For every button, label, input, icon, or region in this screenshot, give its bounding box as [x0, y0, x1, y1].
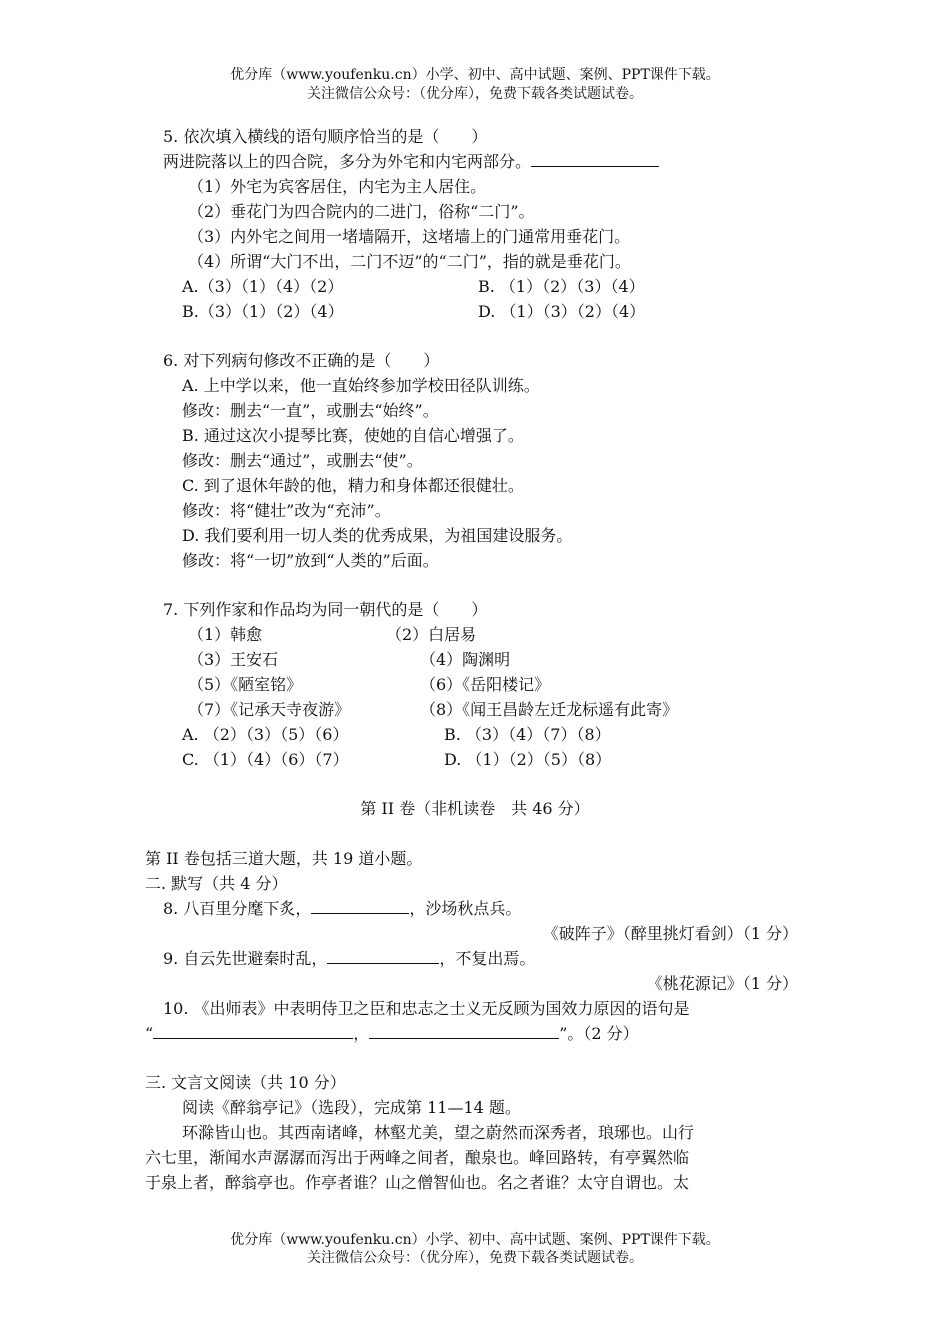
- footer-line-1: 优分库（www.youfenku.cn）小学、初中、高中试题、案例、PPT课件下载。: [230, 1232, 720, 1248]
- q6-line-a: A. 上中学以来，他一直始终参加学校田径队训练。: [182, 376, 540, 395]
- q8-source: 《破阵子》（醉里挑灯看剑）（1 分）: [542, 924, 798, 943]
- q6-fix-d: 修改：将“一切”放到“人类的”后面。: [182, 551, 439, 570]
- q7-option-d: D. （1）（2）（5）（8）: [444, 750, 612, 769]
- q5-stem: 5. 依次填入横线的语句顺序恰当的是（ ）: [163, 127, 488, 146]
- part2-title: 第 II 卷（非机读卷 共 46 分）: [360, 799, 590, 818]
- reading-intro: 阅读《醉翁亭记》（选段），完成第 11—14 题。: [182, 1098, 521, 1117]
- q5-option-d: D. （1）（3）（2）（4）: [478, 302, 646, 321]
- q6-stem: 6. 对下列病句修改不正确的是（ ）: [163, 351, 440, 370]
- q8-text-b: ，沙场秋点兵。: [409, 899, 522, 918]
- q7-option-a: A. （2）（3）（5）（6）: [182, 725, 349, 744]
- q7-item-1: （1）韩愈: [188, 625, 263, 644]
- q6-line-b: B. 通过这次小提琴比赛，使她的自信心增强了。: [182, 426, 524, 445]
- q10-answer-line: [145, 1024, 639, 1044]
- q6-fix-c: 修改：将“健壮”改为“充沛”。: [182, 501, 391, 520]
- q10-blank-2: [369, 1024, 559, 1039]
- q5-item-3: （3）内外宅之间用一堵墙隔开，这堵墙上的门通常用垂花门。: [188, 227, 631, 246]
- q6-line-c: C. 到了退休年龄的他，精力和身体都还很健壮。: [182, 476, 524, 495]
- q7-option-b: B. （3）（4）（7）（8）: [444, 725, 611, 744]
- passage-line-3: 于泉上者，醉翁亭也。作亭者谁？山之僧智仙也。名之者谁？太守自谓也。太: [145, 1173, 690, 1192]
- header-line-1: 优分库（www.youfenku.cn）小学、初中、高中试题、案例、PPT课件下载。: [230, 67, 720, 83]
- header-line-2: 关注微信公众号：（优分库），免费下载各类试题试卷。: [307, 86, 643, 102]
- q5-option-b: B. （1）（2）（3）（4）: [478, 277, 645, 296]
- section3-title: 三. 文言文阅读（共 10 分）: [145, 1073, 346, 1092]
- q7-option-c: C. （1）（4）（6）（7）: [182, 750, 349, 769]
- q5-item-2: （2）垂花门为四合院内的二进门，俗称“二门”。: [188, 202, 535, 221]
- q7-stem: 7. 下列作家和作品均为同一朝代的是（ ）: [163, 600, 488, 619]
- q7-item-2: （2）白居易: [386, 625, 477, 644]
- q10-open-quote: “: [145, 1024, 154, 1043]
- q5-blank: [531, 152, 659, 167]
- q9-text-a: 9. 自云先世避秦时乱，: [163, 949, 328, 968]
- q10-stem: 10. 《出师表》中表明侍卫之臣和忠志之士义无反顾为国效力原因的语句是: [163, 999, 690, 1018]
- q5-lead-text: 两进院落以上的四合院，多分为外宅和内宅两部分。: [163, 152, 532, 171]
- q7-item-6: （6）《岳阳楼记》: [420, 675, 551, 694]
- q7-item-4: （4）陶渊明: [420, 650, 511, 669]
- q8-blank: [311, 899, 409, 914]
- q6-line-d: D. 我们要利用一切人类的优秀成果，为祖国建设服务。: [182, 526, 573, 545]
- q9-source: 《桃花源记》（1 分）: [646, 974, 798, 993]
- passage-line-2: 六七里，渐闻水声潺潺而泻出于两峰之间者，酿泉也。峰回路转，有亭翼然临: [145, 1148, 690, 1167]
- q9-blank: [327, 949, 439, 964]
- passage-line-1: 环滁皆山也。其西南诸峰，林壑尤美，望之蔚然而深秀者，琅琊也。山行: [182, 1123, 695, 1142]
- section2-title: 二. 默写（共 4 分）: [145, 874, 288, 893]
- q9-text-b: ，不复出焉。: [439, 949, 536, 968]
- q7-item-5: （5）《陋室铭》: [188, 675, 303, 694]
- q5-lead: [163, 152, 659, 172]
- q6-fix-a: 修改：删去“一直”，或删去“始终”。: [182, 401, 439, 420]
- q6-fix-b: 修改：删去“通过”，或删去“使”。: [182, 451, 423, 470]
- q10-blank-1: [153, 1024, 353, 1039]
- q5-option-c: B.（3）（1）（2）（4）: [182, 302, 344, 321]
- q7-item-8: （8）《闻王昌龄左迁龙标遥有此寄》: [420, 700, 679, 719]
- footer-line-2: 关注微信公众号：（优分库），免费下载各类试题试卷。: [307, 1250, 643, 1266]
- q9-line: [163, 949, 535, 969]
- q5-option-a: A.（3）（1）（4）（2）: [182, 277, 344, 296]
- q8-line: [163, 899, 521, 919]
- q10-end: ”。（2 分）: [559, 1024, 639, 1043]
- q5-item-1: （1）外宅为宾客居住，内宅为主人居住。: [188, 177, 487, 196]
- q8-text-a: 8. 八百里分麾下炙，: [163, 899, 312, 918]
- q7-item-3: （3）王安石: [188, 650, 279, 669]
- q10-comma: ，: [353, 1024, 370, 1043]
- part2-intro: 第 II 卷包括三道大题，共 19 道小题。: [145, 849, 423, 868]
- q7-item-7: （7）《记承天寺夜游》: [188, 700, 351, 719]
- q5-item-4: （4）所谓“大门不出，二门不迈”的“二门”，指的就是垂花门。: [188, 252, 631, 271]
